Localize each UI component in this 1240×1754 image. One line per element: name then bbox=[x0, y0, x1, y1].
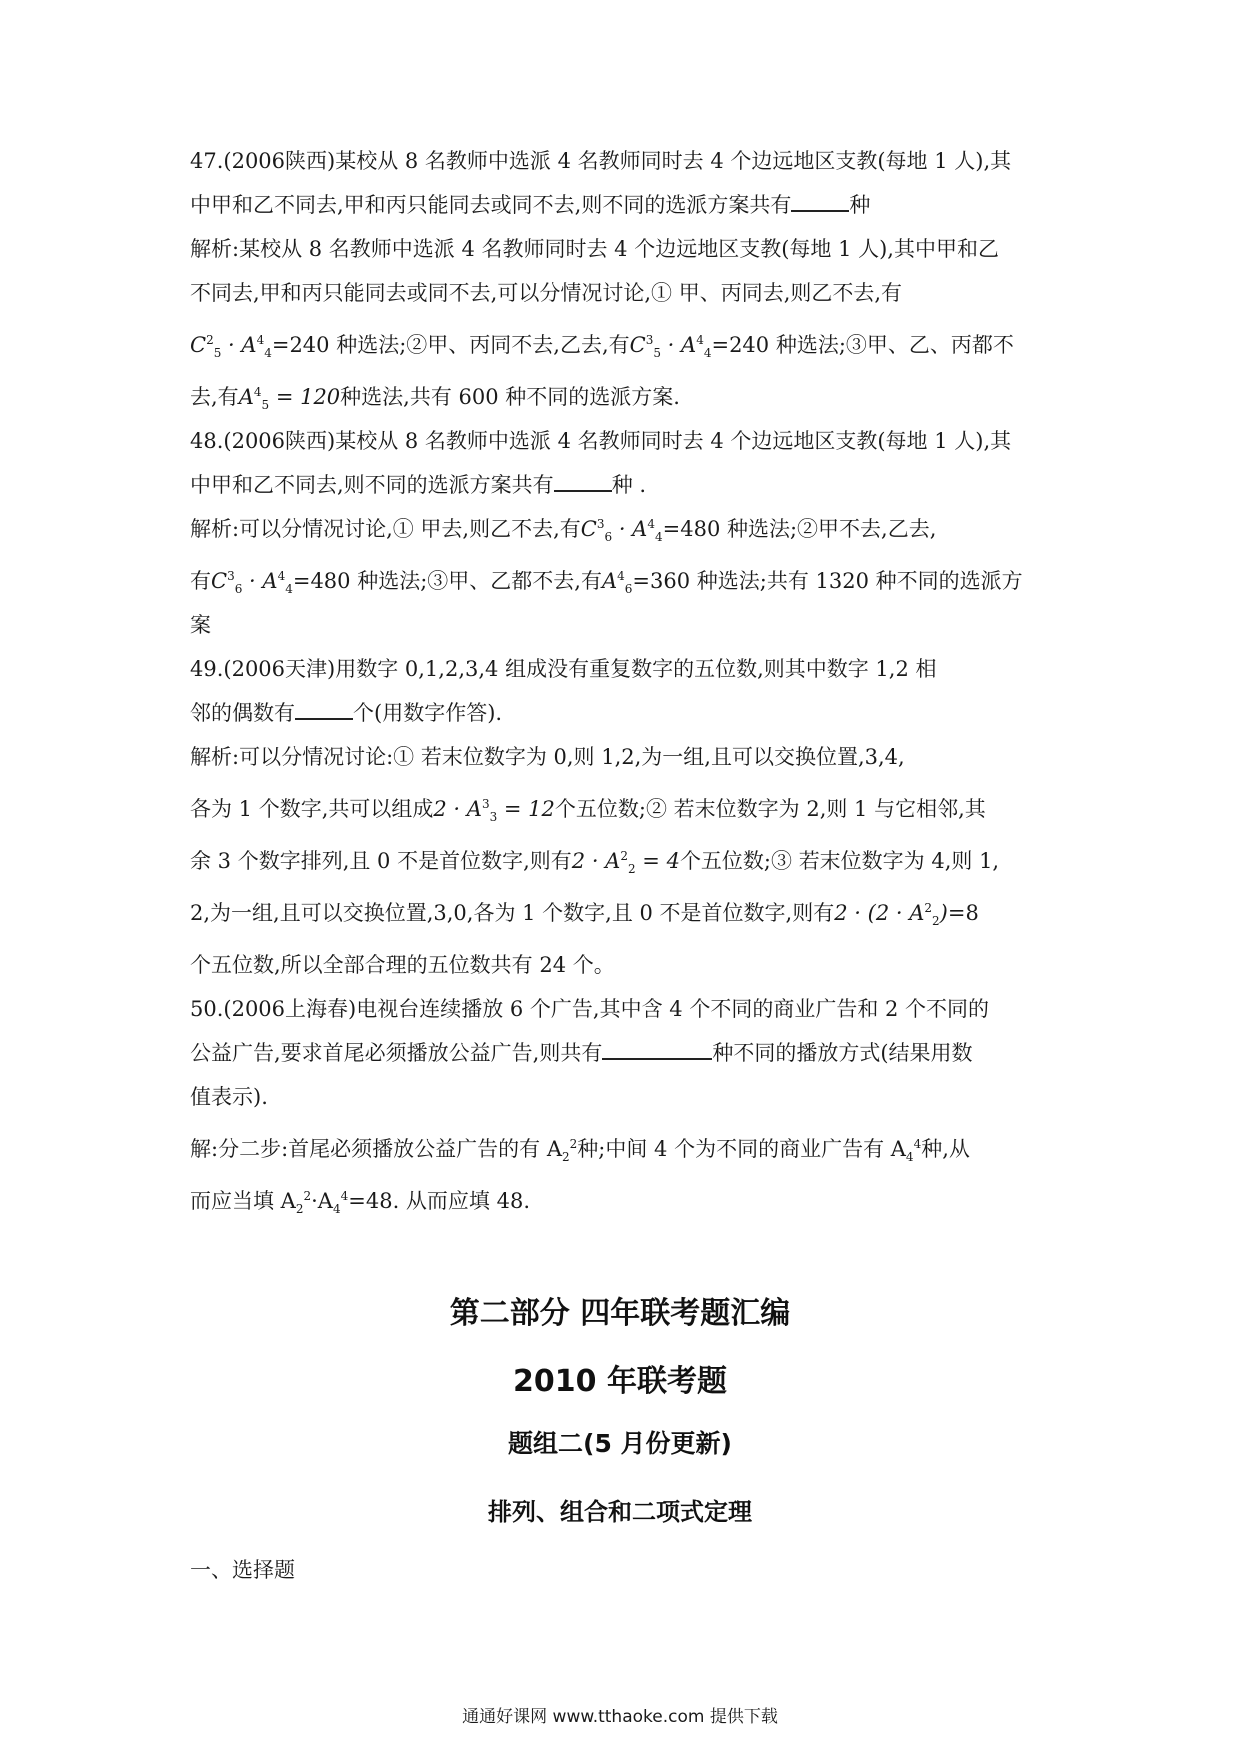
p50-solution-2: 而应当填 $A_2^2\cdot A_4^4=48$. 从而应填 48. bbox=[190, 1189, 530, 1217]
p49-solution-2: 各为 1 个数字,共可以组成$2 \cdot A^3_3 = 12$个五位数;② 若末位数字为 2,则 1 与它相邻,其 bbox=[190, 797, 986, 825]
p48-line2: 中甲和乙不同去,则不同的选派方案共有 种 . bbox=[190, 473, 647, 497]
p49-solution-1: 解析:可以分情况讨论:① 若末位数字为 0,则 1,2,为一组,且可以交换位置,3,4, bbox=[190, 745, 905, 769]
part-heading: 第二部分 四年联考题汇编 bbox=[449, 1296, 791, 1331]
formula: $C^3_6 \cdot A^4_4$ bbox=[211, 569, 293, 597]
p48-solution-2: 有$C^3_6 \cdot A^4_4=480$ 种选法;③甲、乙都不去,有$A^4_6=360$ 种选法;共有 1320 种不同的选派方 bbox=[190, 569, 1023, 597]
p47-solution-1: 解析:某校从 8 名教师中选派 4 名教师同时去 4 个边远地区支教(每地 1 人),其中甲和乙 bbox=[190, 237, 999, 261]
p47-solution-4: 去,有$A^4_5 = 120$种选法,共有 600 种不同的选派方案. bbox=[190, 385, 680, 413]
p50-line2: 公益广告,要求首尾必须播放公益广告,则共有 种不同的播放方式(结果用数 bbox=[190, 1041, 973, 1065]
formula: $C^3_5 \cdot A^4_4$ bbox=[629, 333, 712, 361]
p49-solution-4: 2,为一组,且可以交换位置,3,0,各为 1 个数字,且 0 不是首位数字,则有$2 \cdot (2 \cdot A^2_2)=8$ bbox=[190, 901, 979, 929]
p47-line1: 47.(2006陕西)某校从 8 名教师中选派 4 名教师同时去 4 个边远地区支教(每地 1 人),其 bbox=[190, 149, 1012, 173]
p50-solution-1: 解:分二步:首尾必须播放公益广告的有 $A_2^2$种;中间 4 个为不同的商业广告有 $A_4^4$种,从 bbox=[190, 1137, 970, 1165]
footer-text: 通通好课网 www.tthaoke.com 提供下载 bbox=[462, 1707, 778, 1727]
answer-blank bbox=[554, 472, 612, 492]
p49-solution-5: 个五位数,所以全部合理的五位数共有 24 个。 bbox=[190, 953, 615, 977]
formula: $A^4_6$ bbox=[601, 569, 633, 597]
p49-line2: 邻的偶数有 个(用数字作答). bbox=[190, 701, 503, 725]
formula: $2 \cdot A^2_2 = 4$ bbox=[571, 849, 680, 877]
group-heading: 题组二(5 月份更新) bbox=[508, 1429, 732, 1458]
section-label: 一、选择题 bbox=[190, 1558, 295, 1582]
year-heading: 2010 年联考题 bbox=[513, 1364, 727, 1399]
answer-blank bbox=[791, 192, 849, 212]
p50-line3: 值表示). bbox=[190, 1085, 268, 1109]
formula: $C^3_6 \cdot A^4_4$ bbox=[580, 517, 663, 545]
p47-solution-3: $C^2_5 \cdot A^4_4=240$ 种选法;②甲、丙同不去,乙去,有$C^3_5 \cdot A^4_4=240$ 种选法;③甲、乙、丙都不 bbox=[190, 333, 1014, 361]
p50-line1: 50.(2006上海春)电视台连续播放 6 个广告,其中含 4 个不同的商业广告和 2 个不同的 bbox=[190, 997, 990, 1021]
p49-solution-3: 余 3 个数字排列,且 0 不是首位数字,则有$2 \cdot A^2_2 = 4$个五位数;③ 若末位数字为 4,则 1, bbox=[190, 849, 1000, 877]
p49-line1: 49.(2006天津)用数字 0,1,2,3,4 组成没有重复数字的五位数,则其中数字 1,2 相 bbox=[190, 657, 937, 681]
problems-block bbox=[190, 148, 1050, 1240]
answer-blank bbox=[602, 1040, 712, 1060]
p48-solution-3: 案 bbox=[190, 613, 211, 637]
p47-line2: 中甲和乙不同去,甲和丙只能同去或同不去,则不同的选派方案共有 种 bbox=[190, 193, 871, 217]
formula: $C^2_5 \cdot A^4_4$ bbox=[190, 333, 272, 361]
formula: $2 \cdot (2 \cdot A^2_2)$ bbox=[834, 901, 948, 929]
formula: $2 \cdot A^3_3 = 12$ bbox=[433, 797, 555, 825]
p48-line1: 48.(2006陕西)某校从 8 名教师中选派 4 名教师同时去 4 个边远地区支教(每地 1 人),其 bbox=[190, 429, 1012, 453]
p47-solution-2: 不同去,甲和丙只能同去或同不去,可以分情况讨论,① 甲、丙同去,则乙不去,有 bbox=[190, 281, 903, 305]
p48-solution-1: 解析:可以分情况讨论,① 甲去,则乙不去,有$C^3_6 \cdot A^4_4=480$ 种选法;②甲不去,乙去, bbox=[190, 517, 937, 545]
answer-blank bbox=[295, 700, 353, 720]
formula: $A^4_5 = 120$ bbox=[238, 385, 341, 413]
topic-heading: 排列、组合和二项式定理 bbox=[488, 1498, 752, 1526]
